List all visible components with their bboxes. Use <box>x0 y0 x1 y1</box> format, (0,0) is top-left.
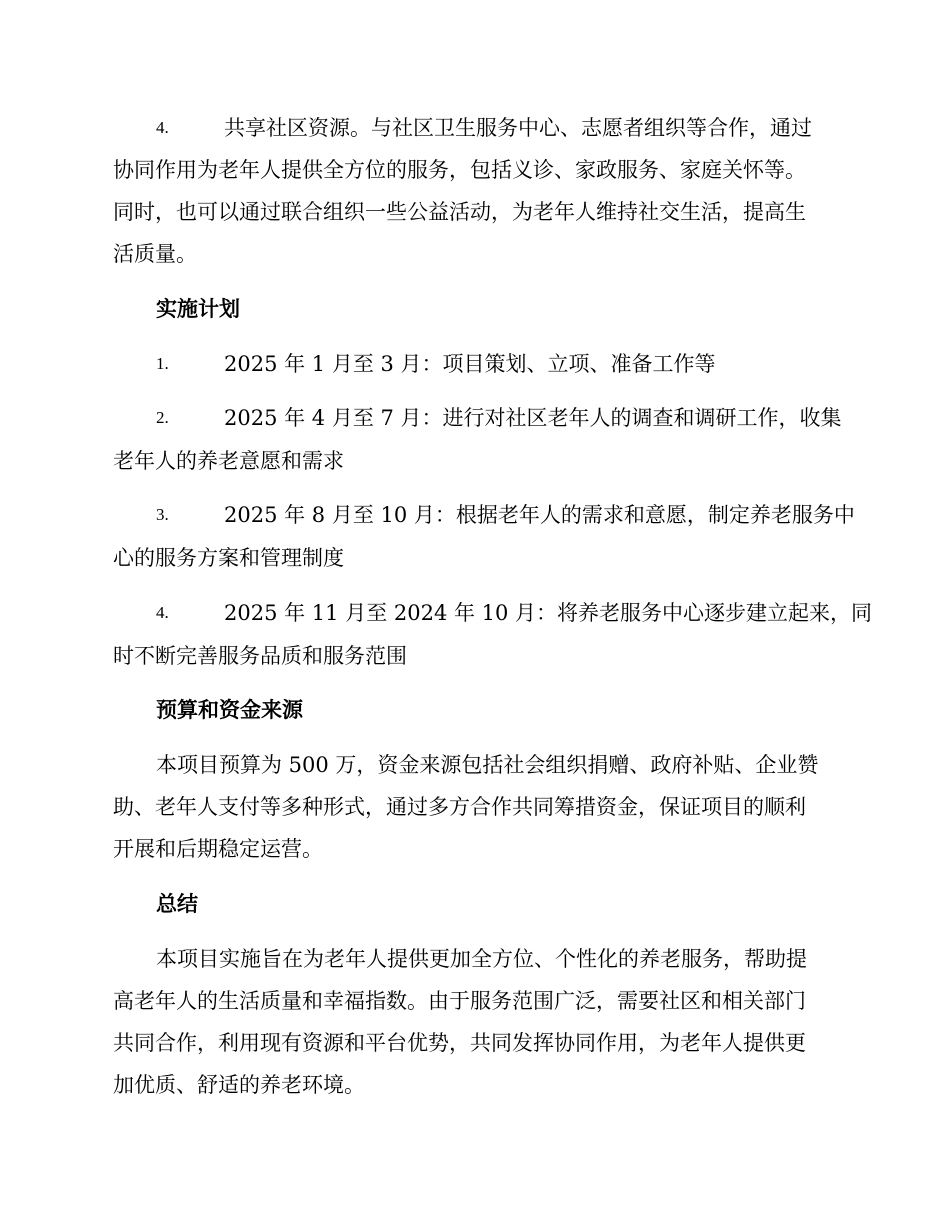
paragraph-line: 活质量。 <box>113 242 197 266</box>
plan-item-line: 2025 年 8 月至 10 月：根据老年人的需求和意愿，制定养老服务中 <box>224 503 855 527</box>
paragraph-line: 同时，也可以通过联合组织一些公益活动，为老年人维持社交生活，提高生 <box>113 200 806 224</box>
section-heading-plan: 实施计划 <box>156 297 240 321</box>
list-number: 2. <box>156 408 169 427</box>
list-number: 1. <box>156 354 169 373</box>
list-number: 4. <box>156 118 169 137</box>
paragraph-line: 开展和后期稳定运营。 <box>113 837 323 861</box>
paragraph-line: 本项目实施旨在为老年人提供更加全方位、个性化的养老服务，帮助提 <box>156 947 807 971</box>
paragraph-line: 助、老年人支付等多种形式，通过多方合作共同筹措资金，保证项目的顺利 <box>113 795 806 819</box>
plan-item-line: 2025 年 11 月至 2024 年 10 月：将养老服务中心逐步建立起来，同 <box>224 601 873 625</box>
paragraph-line: 高老年人的生活质量和幸福指数。由于服务范围广泛，需要社区和相关部门 <box>113 989 806 1013</box>
plan-item-line: 2025 年 1 月至 3 月：项目策划、立项、准备工作等 <box>224 352 716 376</box>
plan-item-line: 时不断完善服务品质和服务范围 <box>113 644 407 668</box>
plan-item-line: 心的服务方案和管理制度 <box>113 546 344 570</box>
section-heading-summary: 总结 <box>156 892 198 916</box>
paragraph-line: 共享社区资源。与社区卫生服务中心、志愿者组织等合作，通过 <box>224 116 812 140</box>
paragraph-line: 协同作用为老年人提供全方位的服务，包括义诊、家政服务、家庭关怀等。 <box>113 158 806 182</box>
list-number: 4. <box>156 603 169 622</box>
paragraph-line: 加优质、舒适的养老环境。 <box>113 1073 365 1097</box>
section-heading-budget: 预算和资金来源 <box>156 698 303 722</box>
plan-item-line: 2025 年 4 月至 7 月：进行对社区老年人的调查和调研工作，收集 <box>224 406 842 430</box>
list-number: 3. <box>156 505 169 524</box>
paragraph-line: 共同合作，利用现有资源和平台优势，共同发挥协同作用，为老年人提供更 <box>113 1031 806 1055</box>
paragraph-line: 本项目预算为 500 万，资金来源包括社会组织捐赠、政府补贴、企业赞 <box>156 753 819 777</box>
plan-item-line: 老年人的养老意愿和需求 <box>113 449 344 473</box>
